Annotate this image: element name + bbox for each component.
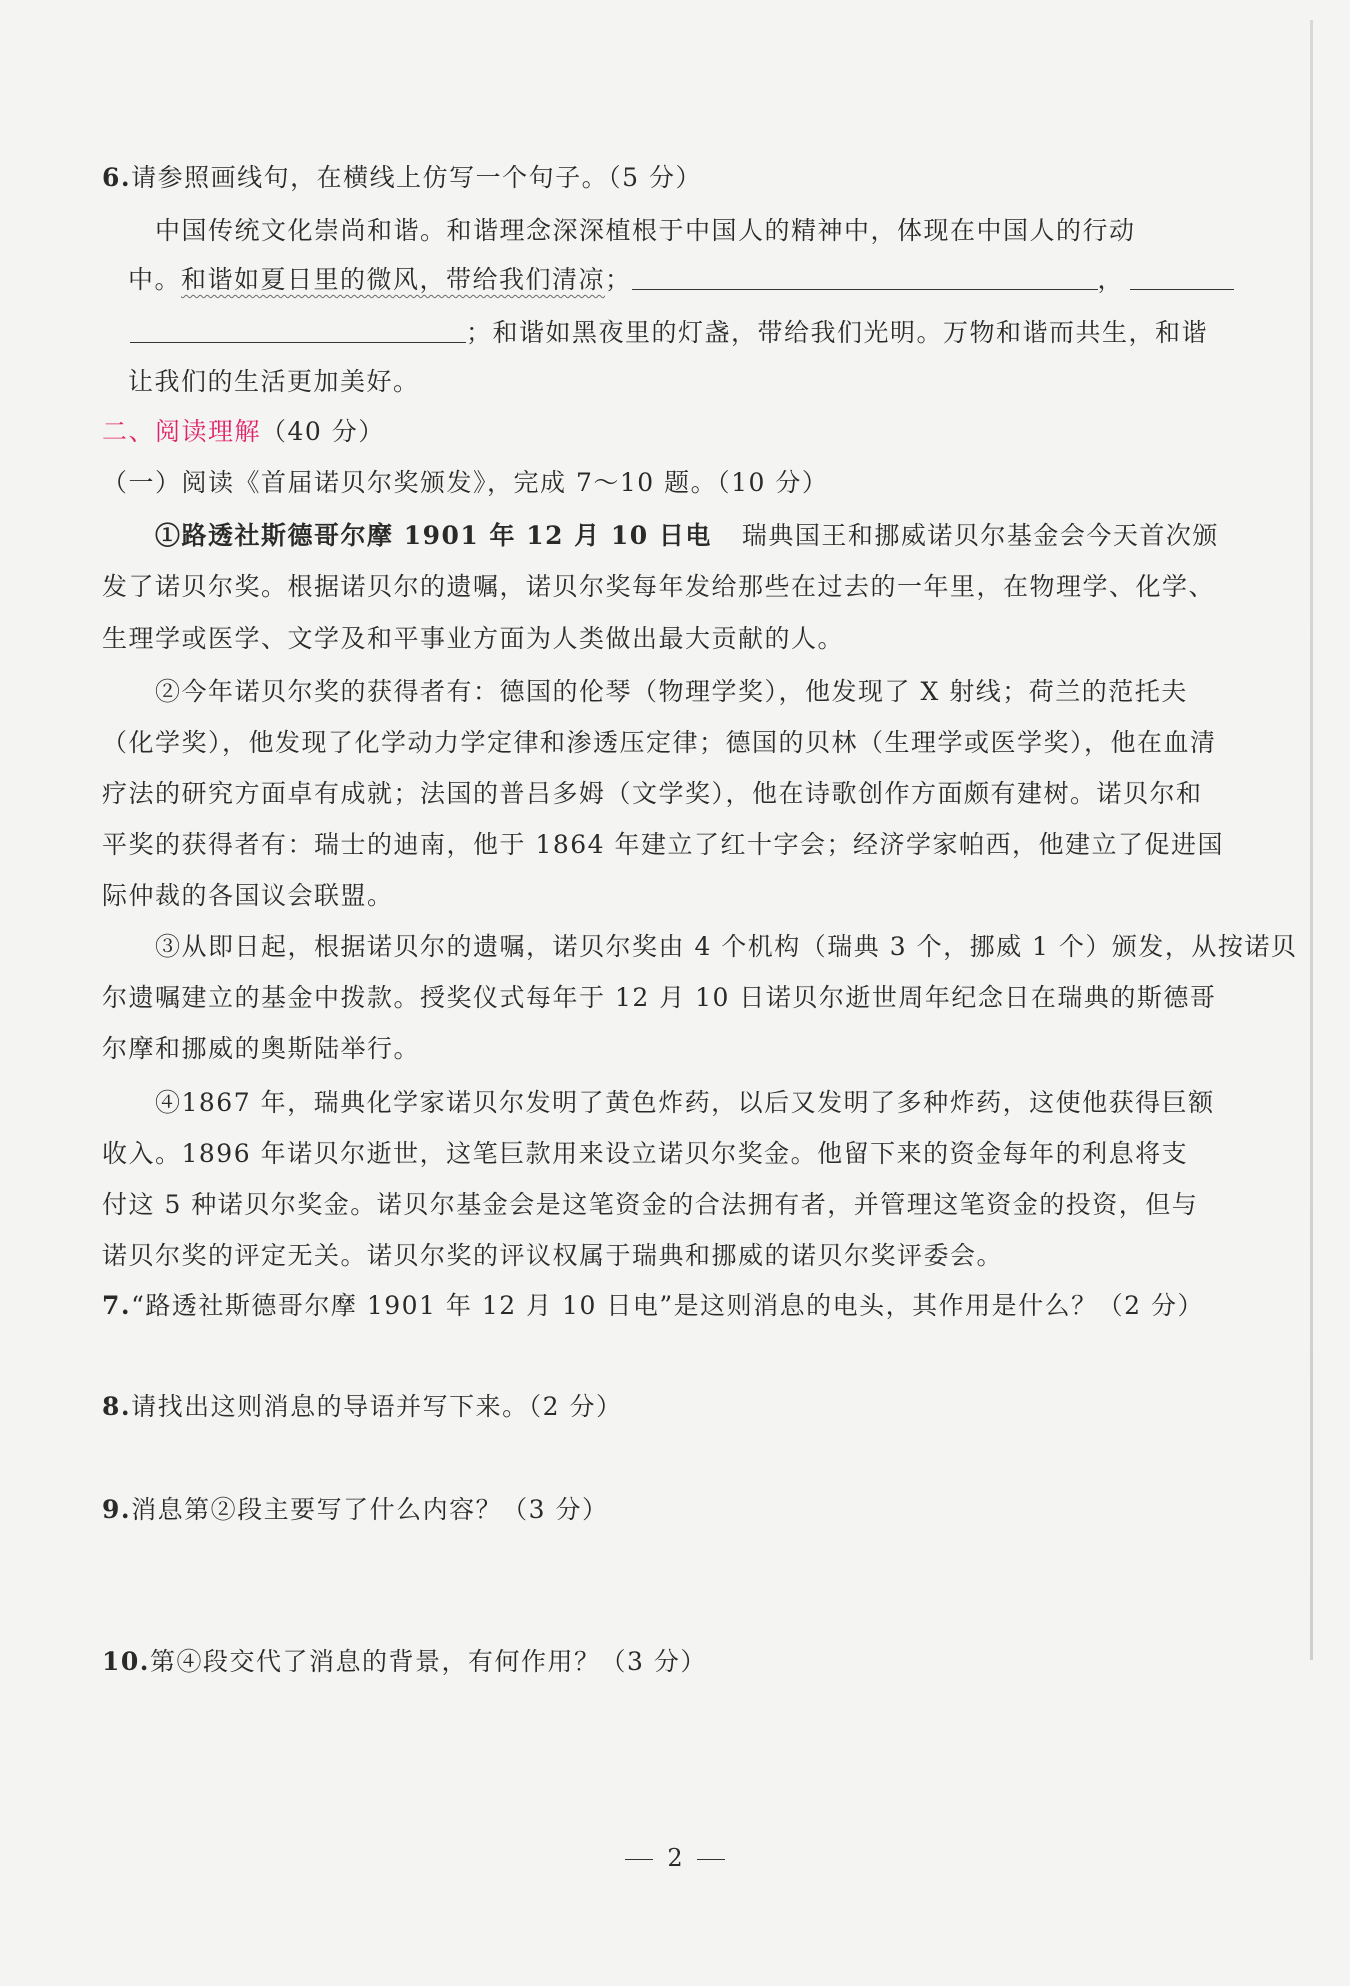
article-line-15: 诺贝尔奖的评定无关。诺贝尔奖的评议权属于瑞典和挪威的诺贝尔奖评委会。: [102, 1241, 1004, 1270]
article-line-4: ②今年诺贝尔奖的获得者有：德国的伦琴（物理学奖），他发现了 X 射线；荷兰的范托夫: [155, 677, 1188, 706]
answer-blank-2[interactable]: [1130, 263, 1234, 290]
dash-left: [625, 1859, 653, 1860]
question-6: [102, 158, 702, 198]
article-line-13: 收入。1896 年诺贝尔逝世，这笔巨款用来设立诺贝尔奖金。他留下来的资金每年的利息将支: [102, 1139, 1189, 1168]
article-line-14: 付这 5 种诺贝尔奖金。诺贝尔基金会是这笔资金的合法拥有者，并管理这笔资金的投资，但与: [102, 1190, 1199, 1219]
q6-passage-line-3: ；和谐如黑夜里的灯盏，带给我们光明。万物和谐而共生，和谐: [130, 313, 1208, 353]
page-number-footer: [0, 1840, 1350, 1876]
answer-blank-3[interactable]: [130, 316, 466, 343]
section-2-subheading: （一）阅读《首届诺贝尔奖颁发》，完成 7～10 题。（10 分）: [102, 468, 829, 497]
question-8: 8.请找出这则消息的导语并写下来。（2 分）: [102, 1392, 623, 1421]
article-line-3: 生理学或医学、文学及和平事业方面为人类做出最大贡献的人。: [102, 624, 845, 653]
section-2-score: （40 分）: [261, 417, 385, 446]
page-edge-shadow: [1310, 20, 1313, 1660]
dash-right: [697, 1859, 725, 1860]
article-line-1: ①路透社斯德哥尔摩 1901 年 12 月 10 日电 瑞典国王和挪威诺贝尔基金会今天首次颁: [155, 521, 1219, 550]
section-2-title: 二、阅读理解: [102, 417, 262, 446]
question-6-text: 请参照画线句，在横线上仿写一个句子。（5 分）: [131, 163, 702, 192]
article-line-7: 平奖的获得者有：瑞士的迪南，他于 1864 年建立了红十字会；经济学家帕西，他建立了促进国: [102, 830, 1225, 859]
article-line-11: 尔摩和挪威的奥斯陆举行。: [102, 1034, 421, 1063]
section-2-heading: [102, 412, 385, 452]
article-line-12: ④1867 年，瑞典化学家诺贝尔发明了黄色炸药，以后又发明了多种炸药，这使他获得巨额: [155, 1088, 1215, 1117]
q6-passage-line-4: 让我们的生活更加美好。: [128, 367, 420, 396]
article-line-10: 尔遗嘱建立的基金中拨款。授奖仪式每年于 12 月 10 日诺贝尔逝世周年纪念日在瑞典的斯德哥: [102, 983, 1217, 1012]
article-line-6: 疗法的研究方面卓有成就；法国的普吕多姆（文学奖），他在诗歌创作方面颇有建树。诺贝尔和: [102, 779, 1203, 808]
article-line-8: 际仲裁的各国议会联盟。: [102, 881, 394, 910]
article-line-2: 发了诺贝尔奖。根据诺贝尔的遗嘱，诺贝尔奖每年发给那些在过去的一年里，在物理学、化学、: [102, 572, 1216, 601]
article-line-5: （化学奖），他发现了化学动力学定律和渗透压定律；德国的贝林（生理学或医学奖），他在血清: [102, 728, 1217, 757]
underlined-model-sentence: 和谐如夏日里的微风，带给我们清凉: [181, 265, 606, 294]
page-number: 2: [667, 1844, 683, 1872]
question-10: 10.第④段交代了消息的背景，有何作用？（3 分）: [102, 1647, 707, 1676]
answer-blank-1[interactable]: [632, 263, 1098, 290]
q6-passage-line-1: 中国传统文化崇尚和谐。和谐理念深深植根于中国人的精神中，体现在中国人的行动: [155, 216, 1136, 245]
question-7: 7.“路透社斯德哥尔摩 1901 年 12 月 10 日电”是这则消息的电头，其作用是什么？（2 分）: [102, 1291, 1204, 1320]
q6-passage-line-2: 中。和谐如夏日里的微风，带给我们清凉； ，: [128, 260, 1234, 300]
question-9: 9.消息第②段主要写了什么内容？（3 分）: [102, 1495, 609, 1524]
article-line-9: ③从即日起，根据诺贝尔的遗嘱，诺贝尔奖由 4 个机构（瑞典 3 个，挪威 1 个）颁发，从按诺贝: [155, 932, 1298, 961]
dateline: ①路透社斯德哥尔摩 1901 年 12 月 10 日电: [155, 521, 712, 550]
question-6-number: 6.: [102, 163, 132, 192]
